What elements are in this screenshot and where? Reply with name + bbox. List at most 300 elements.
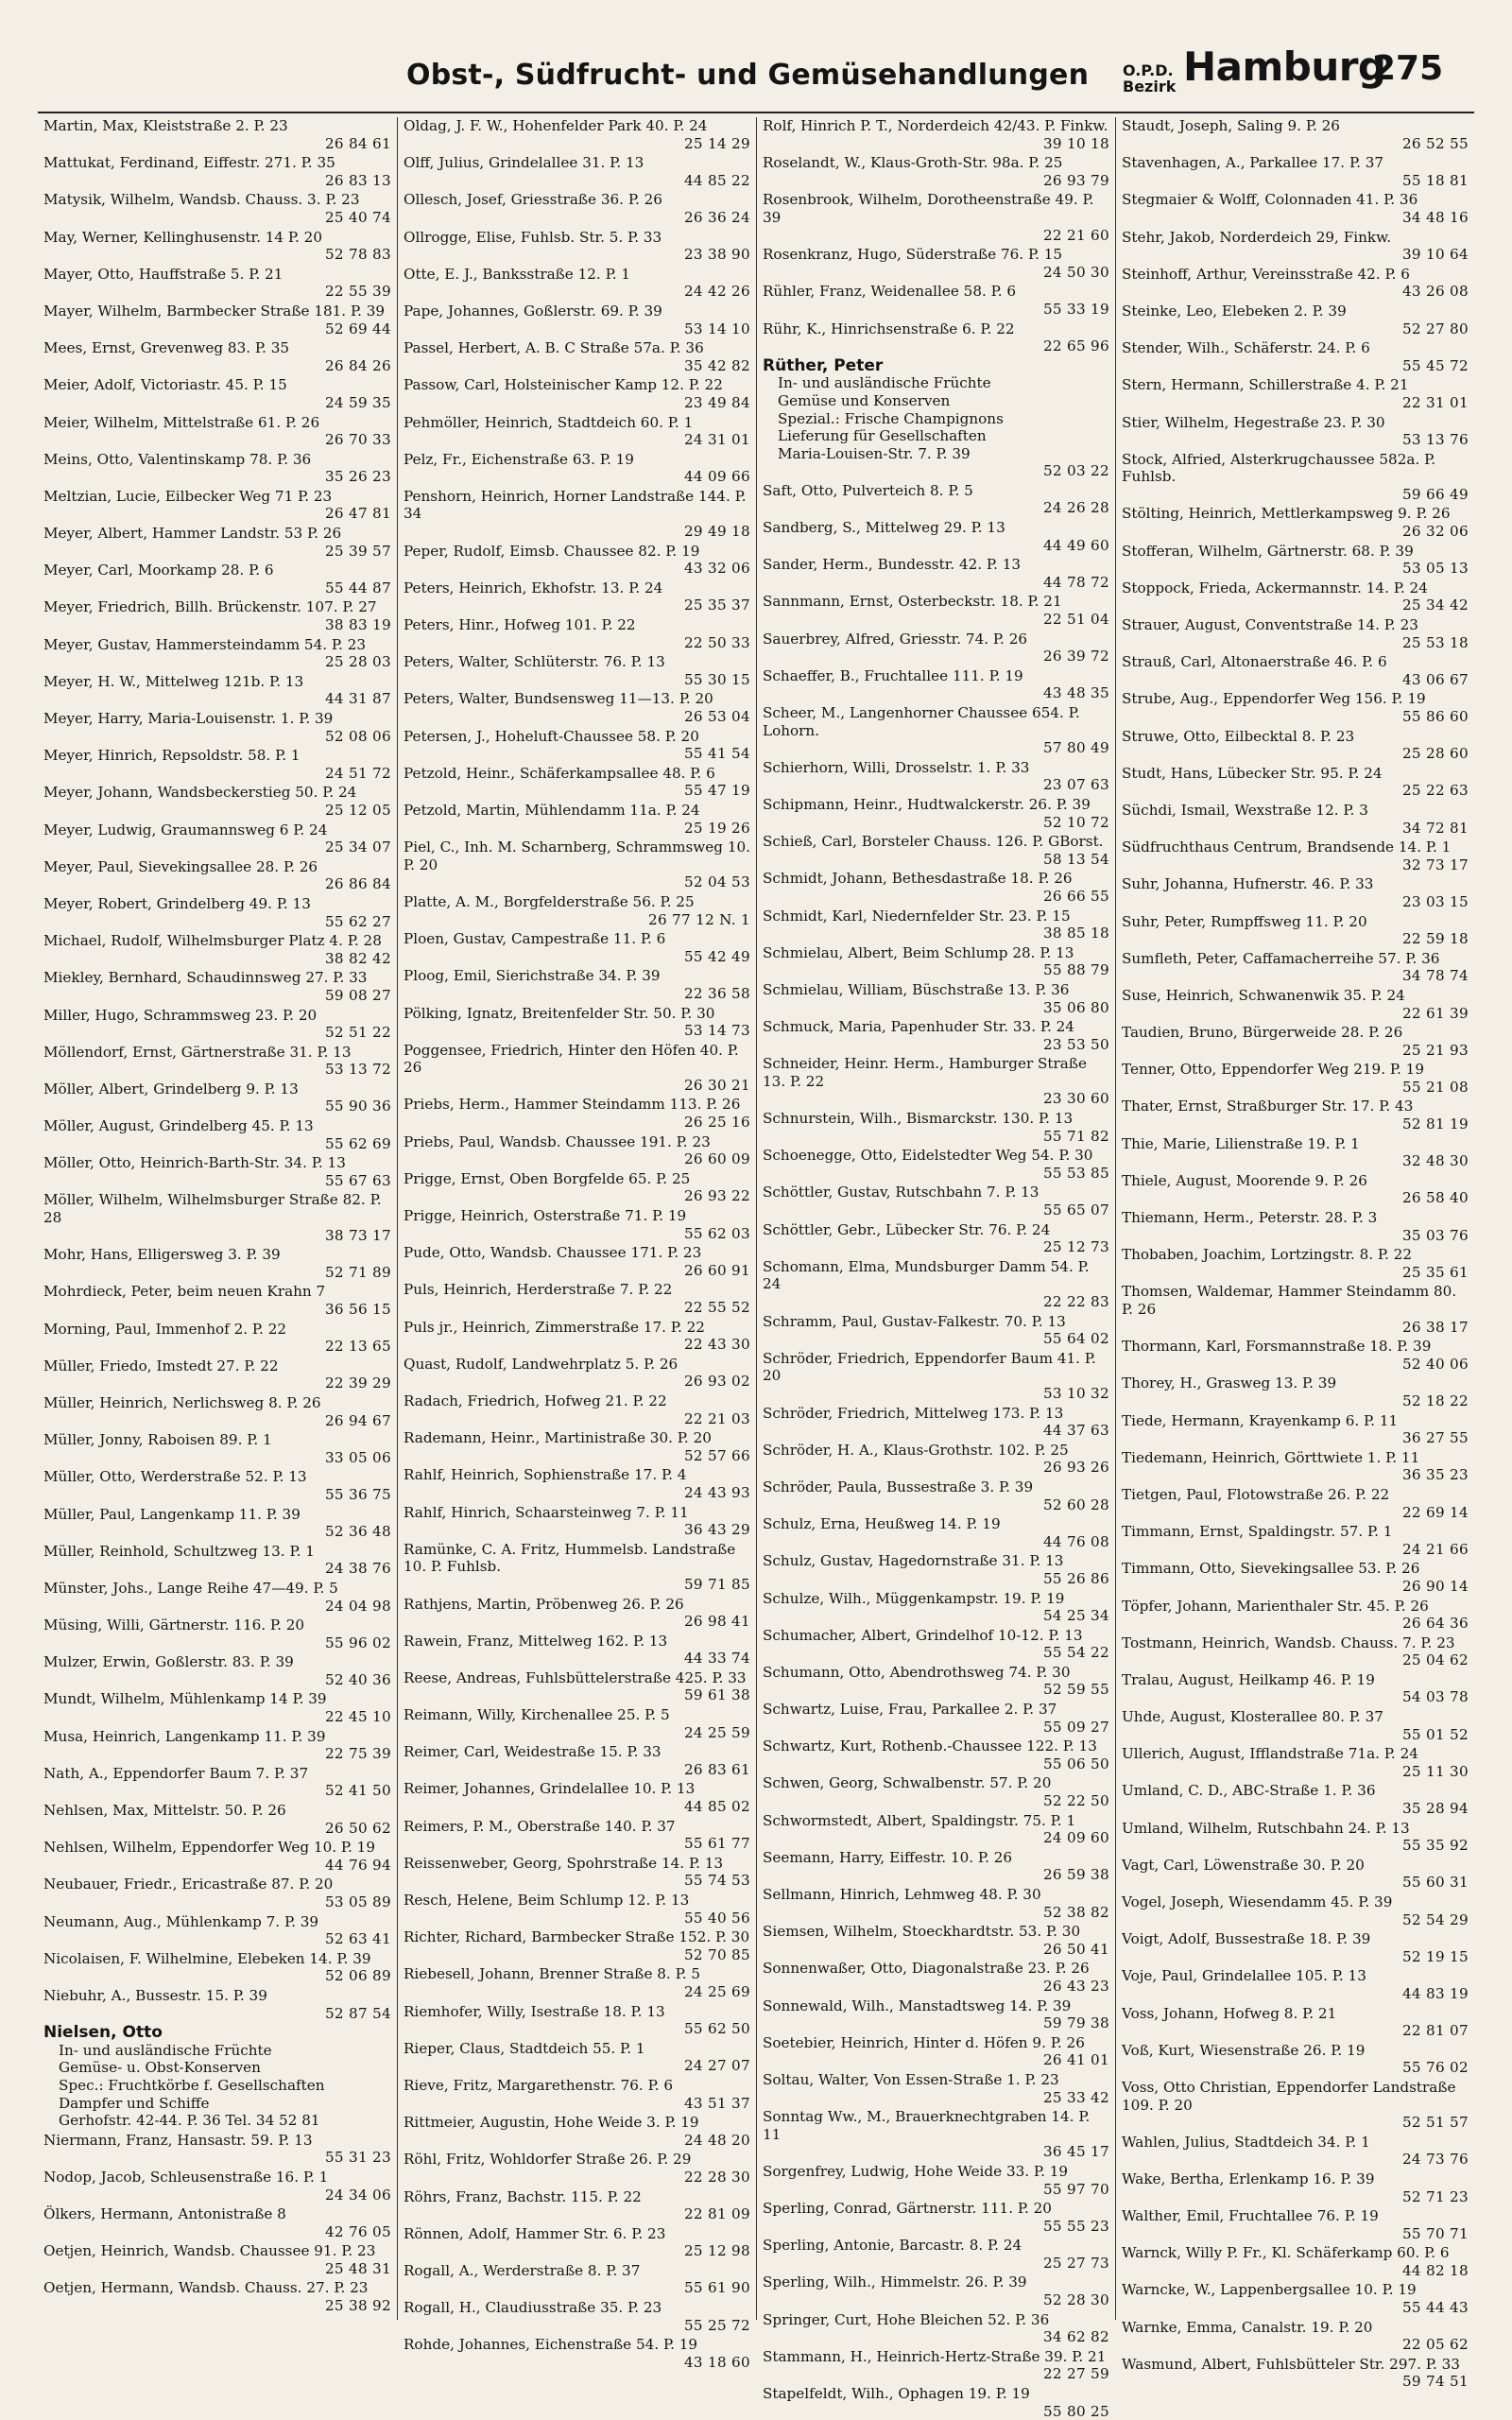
entry-phone: 43 26 08	[1401, 283, 1469, 301]
directory-entry	[763, 246, 1109, 281]
entry-name: Nath, A., Eppendorfer Baum 7. P. 37	[43, 1764, 309, 1782]
entry-phone: 44 76 08	[1042, 1532, 1109, 1550]
directory-entry	[763, 796, 1109, 831]
directory-entry	[1122, 505, 1469, 540]
entry-phone: 25 12 05	[324, 801, 391, 819]
entry-phone: 53 14 73	[683, 1022, 750, 1040]
entry-phone: 55 90 36	[324, 1098, 391, 1115]
entry-phone: 24 09 60	[1042, 1829, 1109, 1847]
entry-name: Radach, Friedrich, Hofweg 21. P. 22	[404, 1392, 667, 1409]
directory-entry	[404, 1170, 750, 1205]
directory-entry	[763, 1184, 1109, 1219]
entry-phone: 55 47 19	[683, 782, 750, 800]
entry-phone: 25 28 03	[324, 653, 391, 671]
directory-entry	[763, 191, 1109, 244]
entry-name: Rüther, Peter	[763, 355, 884, 375]
directory-entry	[763, 1701, 1109, 1736]
entry-name: Meyer, Hinrich, Repsoldstr. 58. P. 1	[43, 747, 301, 765]
entry-phone: 33 05 06	[324, 1448, 391, 1466]
entry-phone: 26 84 61	[324, 134, 391, 152]
directory-entry	[404, 2336, 750, 2371]
entry-name: Vogel, Joseph, Wiesendamm 45. P. 39	[1122, 1893, 1393, 1910]
entry-phone: 53 05 89	[324, 1893, 391, 1910]
entry-phone: 55 31 23	[324, 2149, 391, 2167]
entry-name: Schmuck, Maria, Papenhuder Str. 33. P. 24	[763, 1018, 1074, 1036]
entry-phone: 22 69 14	[1401, 1503, 1469, 1521]
entry-name: Thormann, Karl, Forsmannstraße 18. P. 39	[1122, 1338, 1432, 1356]
directory-entry	[763, 2163, 1109, 2198]
entry-phone: 25 40 74	[324, 208, 391, 226]
entry-phone: 38 83 19	[324, 616, 391, 634]
entry-name: Sauerbrey, Alfred, Griesstr. 74. P. 26	[763, 630, 1028, 648]
entry-phone: 55 53 85	[1042, 1164, 1109, 1182]
firm-entry	[43, 2024, 391, 2130]
directory-entry	[43, 1007, 391, 1042]
entry-name: Meyer, Paul, Sievekingsallee 28. P. 26	[43, 857, 318, 875]
entry-phone: 43 51 37	[683, 2094, 750, 2112]
directory-entry	[404, 2077, 750, 2112]
directory-entry	[1122, 229, 1469, 264]
entry-phone: 24 25 69	[683, 1982, 750, 2000]
entry-name: Schwen, Georg, Schwalbenstr. 57. P. 20	[763, 1774, 1052, 1792]
entry-phone: 52 63 41	[324, 1930, 391, 1948]
entry-name: Schröder, H. A., Klaus-Grothstr. 102. P. 25	[763, 1441, 1069, 1459]
entry-phone: 26 83 61	[683, 1760, 750, 1778]
entry-phone: 55 80 25	[1042, 2402, 1109, 2420]
entry-name: Vagt, Carl, Löwenstraße 30. P. 20	[1122, 1856, 1365, 1874]
directory-entry	[1122, 653, 1469, 688]
entry-name: Töpfer, Johann, Marienthaler Str. 45. P. 26	[1122, 1597, 1429, 1615]
entry-name: Strauß, Carl, Altonaerstraße 46. P. 6	[1122, 653, 1387, 671]
entry-name: Springer, Curt, Hohe Bleichen 52. P. 36	[763, 2310, 1050, 2328]
entry-phone: 52 57 66	[683, 1446, 750, 1464]
entry-name: Sannmann, Ernst, Osterbeckstr. 18. P. 21	[763, 593, 1062, 611]
entry-name: Steinhoff, Arthur, Vereinsstraße 42. P. 6	[1122, 265, 1410, 283]
entry-phone: 35 28 94	[1401, 1800, 1469, 1818]
directory-entry	[404, 2040, 750, 2075]
directory-entry	[1122, 838, 1469, 873]
entry-phone: 36 56 15	[324, 1301, 391, 1318]
entry-phone: 22 22 83	[1042, 1293, 1109, 1310]
directory-entry	[404, 728, 750, 763]
directory-entry	[763, 1886, 1109, 1921]
directory-entry	[763, 2385, 1109, 2420]
directory-entry	[763, 833, 1109, 868]
directory-entry	[43, 562, 391, 596]
entry-name: Platte, A. M., Borgfelderstraße 56. P. 25	[404, 892, 695, 910]
entry-name: Strauer, August, Conventstraße 14. P. 23	[1122, 616, 1418, 634]
directory-entry	[763, 117, 1109, 152]
directory-entry	[1122, 2281, 1469, 2316]
entry-phone: 25 39 57	[324, 542, 391, 560]
entry-phone: 22 50 33	[683, 633, 750, 651]
entry-name: Wake, Bertha, Erlenkamp 16. P. 39	[1122, 2169, 1375, 2187]
entry-name: Röhrs, Franz, Bachstr. 115. P. 22	[404, 2187, 642, 2205]
entry-phone: 24 59 35	[324, 393, 391, 411]
entry-phone: 25 34 07	[324, 838, 391, 856]
directory-entry	[404, 1818, 750, 1853]
directory-entry	[43, 932, 391, 967]
entry-name: Meier, Adolf, Victoriastr. 45. P. 15	[43, 376, 287, 394]
section-title: Obst-, Südfrucht- und Gemüsehandlungen	[406, 59, 1090, 92]
entry-name: Roselandt, W., Klaus-Groth-Str. 98a. P. 25	[763, 154, 1063, 172]
directory-entry	[43, 488, 391, 523]
entry-phone: 32 48 30	[1401, 1152, 1469, 1170]
directory-entry	[763, 2200, 1109, 2235]
entry-phone: 36 35 23	[1401, 1466, 1469, 1484]
entry-name: Tiede, Hermann, Krayenkamp 6. P. 11	[1122, 1411, 1399, 1429]
entry-name: Sperling, Conrad, Gärtnerstr. 111. P. 20	[763, 2200, 1052, 2218]
directory-entry	[404, 967, 750, 1002]
entry-name: Schröder, Friedrich, Mittelweg 173. P. 13	[763, 1404, 1064, 1422]
entry-phone: 55 76 02	[1401, 2059, 1469, 2077]
entry-phone: 44 31 87	[324, 690, 391, 708]
entry-phone: 39 10 64	[1401, 246, 1469, 264]
entry-phone: 52 60 28	[1042, 1495, 1109, 1513]
entry-name: Stock, Alfried, Alsterkrugchaussee 582a. P. Fuhlsb.	[1122, 450, 1436, 486]
directory-entry	[763, 1849, 1109, 1884]
entry-name: Röhl, Fritz, Wohldorfer Straße 26. P. 29	[404, 2151, 692, 2169]
directory-entry	[763, 1627, 1109, 1662]
entry-name: Schumacher, Albert, Grindelhof 10-12. P. 13	[763, 1626, 1083, 1644]
entry-name: Rahlf, Heinrich, Sophienstraße 17. P. 4	[404, 1466, 687, 1484]
directory-entry	[404, 893, 750, 928]
entry-name: Peters, Hinr., Hofweg 101. P. 22	[404, 616, 636, 634]
entry-name: Stern, Hermann, Schillerstraße 4. P. 21	[1122, 376, 1409, 394]
entry-phone: 26 52 55	[1401, 134, 1469, 152]
entry-phone: 23 30 60	[1042, 1090, 1109, 1108]
entry-name: Puls, Heinrich, Herderstraße 7. P. 22	[404, 1281, 673, 1299]
directory-entry	[43, 154, 391, 189]
entry-phone: 58 13 54	[1042, 850, 1109, 868]
directory-entry	[404, 1706, 750, 1741]
entry-phone: 43 32 06	[683, 560, 750, 578]
entry-name: Uhde, August, Klosterallee 80. P. 37	[1122, 1708, 1383, 1726]
entry-phone: 52 78 83	[324, 246, 391, 264]
entry-name: Nehlsen, Wilhelm, Eppendorfer Weg 10. P. 19	[43, 1839, 376, 1857]
entry-name: Meyer, H. W., Mittelweg 121b. P. 13	[43, 672, 304, 690]
directory-entry	[404, 302, 750, 337]
entry-name: Schmielau, Albert, Beim Schlump 28. P. 13	[763, 943, 1074, 961]
entry-name: Schröder, Friedrich, Eppendorfer Baum 41. P. 20	[763, 1349, 1096, 1385]
directory-entry	[404, 1207, 750, 1242]
directory-entry	[1122, 2356, 1469, 2391]
entry-name: Voigt, Adolf, Bussestraße 18. P. 39	[1122, 1930, 1371, 1948]
directory-entry	[43, 376, 391, 411]
entry-phone: 24 21 66	[1401, 1540, 1469, 1558]
entry-phone: 26 83 13	[324, 171, 391, 189]
entry-phone: 26 41 01	[1042, 2051, 1109, 2069]
entry-name: Tiedemann, Heinrich, Görttwiete 1. P. 11	[1122, 1448, 1420, 1466]
entry-phone: 57 80 49	[1042, 739, 1109, 757]
entry-phone: 24 51 72	[324, 764, 391, 782]
directory-entry	[1122, 2207, 1469, 2242]
directory-entry	[43, 1357, 391, 1392]
entry-phone: 55 64 02	[1042, 1330, 1109, 1348]
entry-phone: 24 43 93	[683, 1483, 750, 1501]
entry-name: Nielsen, Otto	[43, 2023, 163, 2043]
directory-entry	[763, 944, 1109, 979]
entry-name: Stammann, H., Heinrich-Hertz-Straße 39. P. 21	[763, 2347, 1107, 2365]
entry-phone: 52 04 53	[683, 873, 750, 891]
entry-name: Passow, Carl, Holsteinischer Kamp 12. P. 22	[404, 376, 723, 394]
directory-entry	[1122, 1598, 1469, 1633]
entry-phone: 52 81 19	[1401, 1115, 1469, 1133]
directory-entry	[404, 1596, 750, 1631]
directory-entry	[43, 1543, 391, 1578]
entry-name: Thiele, August, Moorende 9. P. 26	[1122, 1171, 1367, 1189]
directory-entry	[763, 2348, 1109, 2383]
directory-entry	[763, 704, 1109, 757]
directory-entry	[1122, 987, 1469, 1022]
column-1	[38, 117, 397, 2320]
entry-name: Ollrogge, Elise, Fuhlsb. Str. 5. P. 33	[404, 228, 662, 246]
directory-entry	[763, 1221, 1109, 1256]
entry-phone: 36 27 55	[1401, 1429, 1469, 1447]
entry-phone: 36 43 29	[683, 1521, 750, 1539]
directory-entry	[404, 154, 750, 189]
directory-entry	[43, 302, 391, 337]
page-number: 275	[1372, 49, 1444, 88]
entry-name: Schnurstein, Wilh., Bismarckstr. 130. P. 13	[763, 1110, 1074, 1128]
directory-entry	[763, 1478, 1109, 1513]
entry-phone: 26 93 79	[1042, 171, 1109, 189]
directory-entry	[763, 1313, 1109, 1348]
entry-name: Rittmeier, Augustin, Hohe Weide 3. P. 19	[404, 2114, 699, 2132]
entry-phone: 53 13 72	[324, 1061, 391, 1079]
directory-entry	[43, 1431, 391, 1466]
entry-phone: 26 58 40	[1401, 1189, 1469, 1207]
entry-name: Schmidt, Karl, Niedernfelder Str. 23. P. 15	[763, 907, 1071, 925]
entry-phone: 25 38 92	[324, 2297, 391, 2315]
entry-phone: 59 71 85	[683, 1575, 750, 1593]
entry-name: Thater, Ernst, Straßburger Str. 17. P. 43	[1122, 1098, 1414, 1115]
entry-phone: 52 71 89	[324, 1263, 391, 1281]
directory-entry	[763, 2034, 1109, 2069]
entry-name: Sonnenwaßer, Otto, Diagonalstraße 23. P. 26	[763, 1960, 1090, 1978]
directory-entry	[43, 636, 391, 671]
directory-entry	[404, 616, 750, 651]
entry-name: Sandberg, S., Mittelweg 29. P. 13	[763, 519, 1005, 537]
entry-phone: 25 14 29	[683, 134, 750, 152]
directory-entry	[763, 2311, 1109, 2346]
entry-phone: 54 25 34	[1042, 1607, 1109, 1625]
entry-phone: 26 77 12 N. 1	[648, 910, 750, 928]
entry-name: Musa, Heinrich, Langenkamp 11. P. 39	[43, 1727, 326, 1745]
directory-entry	[763, 593, 1109, 628]
directory-entry	[43, 1987, 391, 2022]
directory-entry	[1122, 875, 1469, 910]
directory-entry	[43, 1191, 391, 1244]
entry-name: Mayer, Wilhelm, Barmbecker Straße 181. P. 39	[43, 302, 386, 320]
directory-entry	[43, 2242, 391, 2277]
entry-phone: 24 25 59	[683, 1723, 750, 1741]
directory-entry	[1122, 2042, 1469, 2077]
directory-entry	[763, 1812, 1109, 1847]
entry-phone: 59 61 38	[683, 1686, 750, 1704]
entry-name: Ollesch, Josef, Griesstraße 36. P. 26	[404, 191, 662, 209]
entry-name: Rahlf, Hinrich, Schaarsteinweg 7. P. 11	[404, 1503, 689, 1521]
entry-phone: 55 30 15	[683, 670, 750, 688]
entry-phone: 32 73 17	[1401, 856, 1469, 873]
entry-phone: 22 05 62	[1401, 2336, 1469, 2354]
entry-phone: 52 40 36	[324, 1670, 391, 1688]
column-3	[756, 117, 1115, 2420]
entry-phone: 55 65 07	[1042, 1201, 1109, 1219]
entry-name: Sperling, Antonie, Barcastr. 8. P. 24	[763, 2237, 1022, 2255]
entry-phone: 55 67 63	[324, 1171, 391, 1189]
entry-phone: 25 35 37	[683, 596, 750, 614]
directory-entry	[43, 1950, 391, 1985]
directory-entry	[43, 1690, 391, 1725]
directory-entry	[404, 488, 750, 541]
entry-phone: 22 61 39	[1401, 1004, 1469, 1022]
entry-name: Rawein, Franz, Mittelweg 162. P. 13	[404, 1632, 668, 1650]
directory-entry	[763, 1515, 1109, 1550]
directory-entry	[1122, 802, 1469, 837]
entry-name: Müller, Reinhold, Schultzweg 13. P. 1	[43, 1542, 315, 1560]
entry-phone: 55 25 72	[683, 2316, 750, 2334]
entry-phone: 25 22 63	[1401, 782, 1469, 800]
entry-phone: 55 62 03	[683, 1224, 750, 1242]
entry-name: Suhr, Johanna, Hufnerstr. 46. P. 33	[1122, 875, 1374, 893]
entry-name: Piel, C., Inh. M. Scharnberg, Schrammsweg 10. P. 20	[404, 838, 750, 873]
entry-name: Möller, Wilhelm, Wilhelmsburger Straße 82. P. 28	[43, 1191, 382, 1227]
entry-phone: 22 13 65	[324, 1338, 391, 1356]
directory-entry	[763, 1737, 1109, 1772]
directory-entry	[763, 1997, 1109, 2032]
entry-phone: 55 41 54	[683, 745, 750, 763]
entry-phone: 35 06 80	[1042, 998, 1109, 1016]
entry-phone: 55 26 86	[1042, 1569, 1109, 1587]
entry-phone: 38 85 18	[1042, 925, 1109, 942]
entry-name: Meier, Wilhelm, Mittelstraße 61. P. 26	[43, 413, 320, 431]
directory-entry	[1122, 1634, 1469, 1669]
entry-phone: 52 08 06	[324, 727, 391, 745]
directory-entry	[404, 1892, 750, 1927]
entry-phone: 55 36 75	[324, 1485, 391, 1503]
entry-phone: 34 78 74	[1401, 967, 1469, 985]
entry-phone: 26 94 67	[324, 1411, 391, 1429]
entry-phone: 44 82 18	[1401, 2261, 1469, 2279]
directory-entry	[43, 710, 391, 745]
directory-entry	[1122, 1486, 1469, 1521]
entry-name: Müller, Heinrich, Nerlichsweg 8. P. 26	[43, 1393, 321, 1411]
directory-entry	[1122, 266, 1469, 301]
entry-name: Wahlen, Julius, Stadtdeich 34. P. 1	[1122, 2133, 1370, 2151]
entry-phone: 23 53 50	[1042, 1035, 1109, 1053]
entry-phone: 55 55 23	[1042, 2217, 1109, 2235]
entry-phone: 25 04 62	[1401, 1651, 1469, 1669]
entry-phone: 26 30 21	[683, 1076, 750, 1094]
directory-entry	[1122, 690, 1469, 725]
directory-entry	[404, 2151, 750, 2186]
entry-phone: 23 38 90	[683, 246, 750, 264]
header-rule	[38, 112, 1474, 113]
directory-entry	[43, 1506, 391, 1541]
entry-phone: 24 38 76	[324, 1560, 391, 1578]
directory-entry	[404, 2225, 750, 2260]
directory-entry	[763, 2273, 1109, 2308]
entry-phone: 23 49 84	[683, 393, 750, 411]
entry-name: Priebs, Herm., Hammer Steindamm 113. P. 26	[404, 1096, 741, 1114]
entry-name: Schulz, Erna, Heußweg 14. P. 19	[763, 1515, 1001, 1533]
directory-entry	[43, 858, 391, 893]
entry-name: Warnke, Emma, Canalstr. 19. P. 20	[1122, 2318, 1373, 2336]
entry-name: Oetjen, Hermann, Wandsb. Chauss. 27. P. 23	[43, 2279, 369, 2297]
entry-phone: 26 93 22	[683, 1187, 750, 1205]
directory-entry	[404, 802, 750, 837]
entry-name: Steinke, Leo, Elebeken 2. P. 39	[1122, 302, 1347, 320]
entry-phone: 53 13 76	[1401, 431, 1469, 449]
directory-entry	[43, 1394, 391, 1429]
entry-phone: 44 09 66	[683, 468, 750, 486]
directory-entry	[1122, 913, 1469, 948]
opd-label: O.P.D.	[1123, 61, 1174, 79]
directory-entry	[1122, 1671, 1469, 1706]
directory-entry	[43, 2279, 391, 2314]
entry-name: Müller, Friedo, Imstedt 27. P. 22	[43, 1357, 279, 1374]
entry-phone: 52 03 22	[1042, 462, 1109, 480]
directory-entry	[404, 451, 750, 486]
entry-name: Riebesell, Johann, Brenner Straße 8. P. 5	[404, 1965, 701, 1983]
entry-phone: 55 88 79	[1042, 961, 1109, 979]
directory-entry	[404, 1281, 750, 1316]
entry-name: Süchdi, Ismail, Wexstraße 12. P. 3	[1122, 801, 1368, 819]
entry-phone: 22 55 39	[324, 283, 391, 301]
directory-entry	[1122, 2244, 1469, 2279]
listing-columns	[38, 117, 1474, 2420]
entry-phone: 24 27 07	[683, 2057, 750, 2075]
entry-phone: 22 45 10	[324, 1708, 391, 1726]
directory-entry	[43, 747, 391, 782]
entry-phone: 59 79 38	[1042, 2014, 1109, 2032]
directory-entry	[763, 154, 1109, 189]
entry-phone: 22 28 30	[683, 2168, 750, 2186]
directory-entry	[1122, 1449, 1469, 1484]
directory-entry	[43, 1616, 391, 1651]
entry-phone: 24 34 06	[324, 2186, 391, 2204]
entry-phone: 24 04 98	[324, 1597, 391, 1615]
directory-entry	[763, 981, 1109, 1016]
directory-entry	[404, 1466, 750, 1501]
entry-name: Penshorn, Heinrich, Horner Landstraße 144. P. 34	[404, 487, 747, 523]
entry-phone: 43 18 60	[683, 2353, 750, 2371]
directory-entry	[1122, 579, 1469, 614]
entry-phone: 22 59 18	[1401, 930, 1469, 948]
entry-phone: 35 42 82	[683, 356, 750, 374]
entry-phone: 44 85 02	[683, 1798, 750, 1816]
entry-phone: 55 42 49	[683, 947, 750, 965]
directory-entry	[404, 117, 750, 152]
entry-phone: 26 98 41	[683, 1613, 750, 1631]
entry-name: Möller, Otto, Heinrich-Barth-Str. 34. P. 13	[43, 1154, 346, 1172]
directory-entry	[763, 870, 1109, 905]
entry-phone: 52 87 54	[324, 2004, 391, 2022]
entry-name: Nicolaisen, F. Wilhelmine, Elebeken 14. P. 39	[43, 1949, 371, 1967]
entry-name: Müller, Jonny, Raboisen 89. P. 1	[43, 1431, 272, 1449]
entry-name: Meltzian, Lucie, Eilbecker Weg 71 P. 23	[43, 487, 333, 505]
entry-name: Voß, Kurt, Wiesenstraße 26. P. 19	[1122, 2041, 1366, 2059]
directory-entry	[404, 1096, 750, 1131]
directory-entry	[404, 1005, 750, 1040]
entry-phone: 52 19 15	[1401, 1947, 1469, 1965]
entry-name: Timmann, Ernst, Spaldingstr. 57. P. 1	[1122, 1523, 1393, 1541]
entry-name: Umland, Wilhelm, Rutschbahn 24. P. 13	[1122, 1819, 1410, 1837]
entry-name: Staudt, Joseph, Saling 9. P. 26	[1122, 117, 1340, 134]
directory-entry	[1122, 1782, 1469, 1817]
directory-entry	[404, 1504, 750, 1539]
